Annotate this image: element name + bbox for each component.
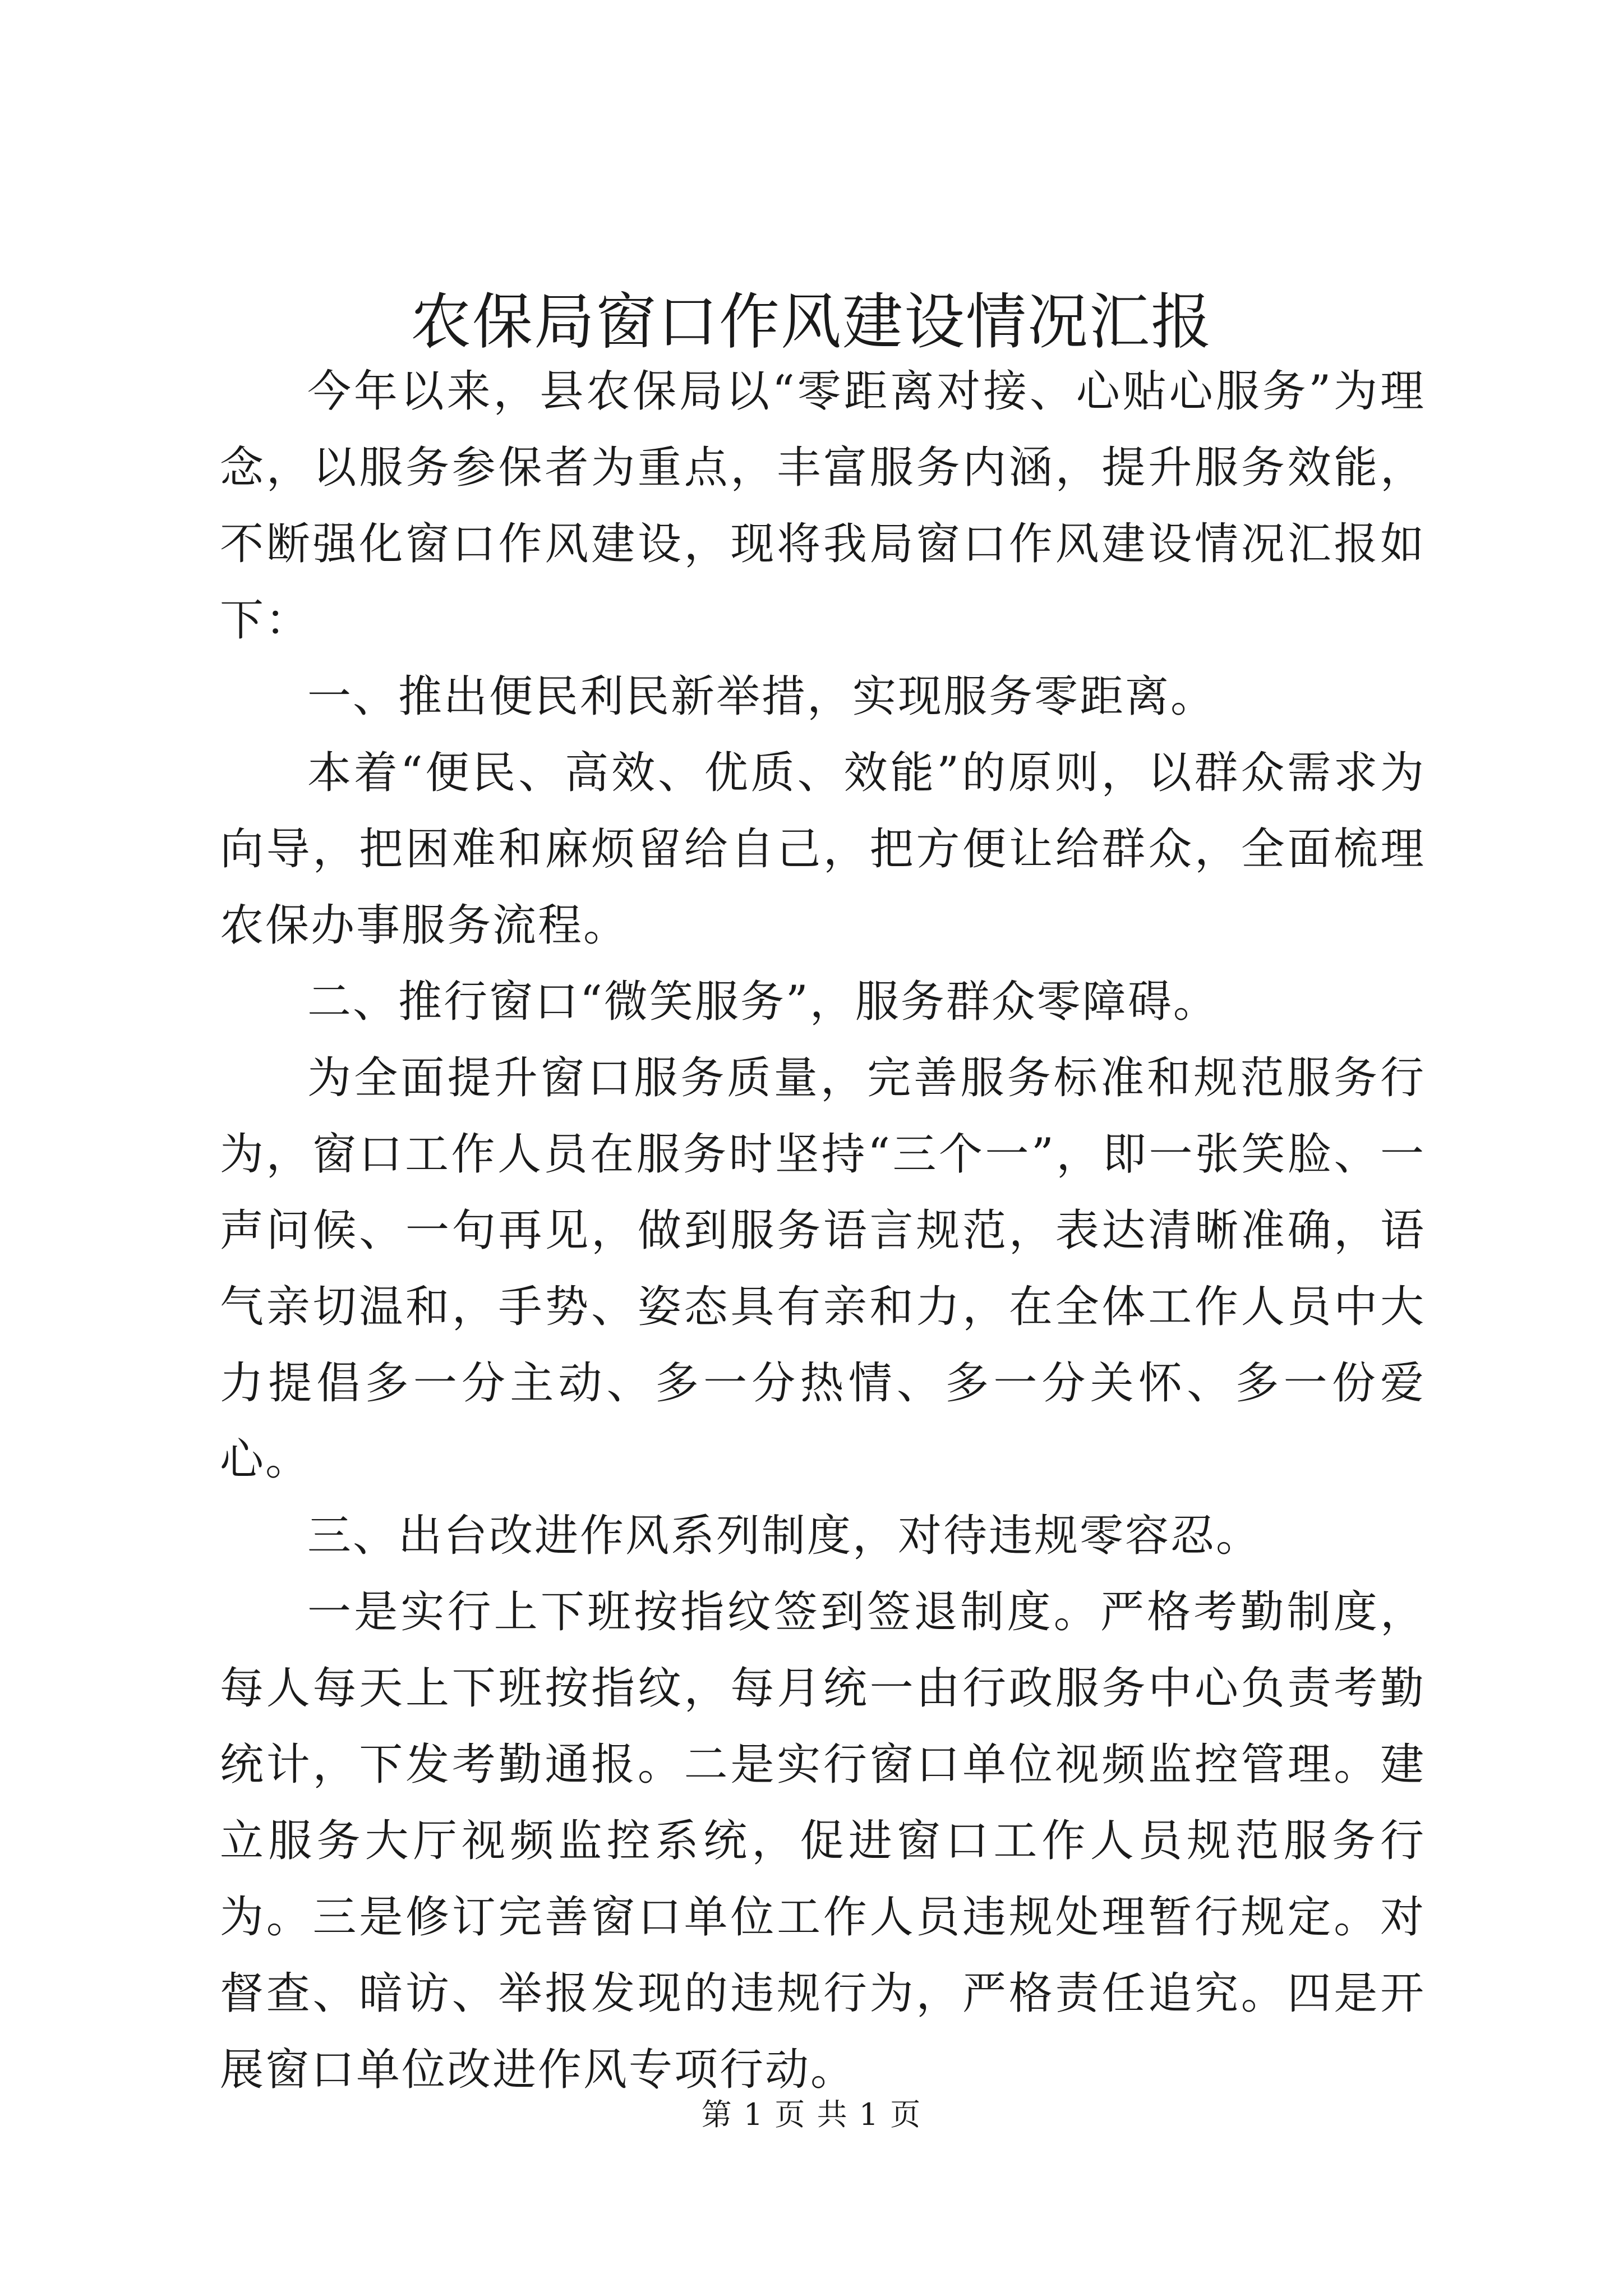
intro-paragraph: 今年以来，县农保局以“零距离对接、心贴心服务”为理念，以服务参保者为重点，丰富服务内涵，提升服务效能，不断强化窗口作风建设，现将我局窗口作风建设情况汇报如下： — [220, 366, 1426, 646]
section-1-paragraph: 本着“便民、高效、优质、效能”的原则，以群众需求为向导，把困难和麻烦留给自己，把方便让给群众，全面梳理农保办事服务流程。 — [220, 748, 1426, 951]
page-footer: 第 1 页 共 1 页 — [701, 2097, 922, 2132]
section-2-paragraph: 为全面提升窗口服务质量，完善服务标准和规范服务行为，窗口工作人员在服务时坚持“三个一”，即一张笑脸、一声问候、一句再见，做到服务语言规范，表达清晰准确，语气亲切温和，手势、姿态具有亲和力，在全体工作人员中大力提倡多一分主动、多一分热情、多一分关怀、多一份爱心。 — [220, 1053, 1426, 1485]
section-heading-3: 三、出台改进作风系列制度，对待违规零容忍。 — [307, 1511, 1262, 1561]
section-heading-2: 二、推行窗口“微笑服务”，服务群众零障碍。 — [307, 977, 1219, 1027]
document-body — [220, 353, 1426, 2108]
document-title: 农保局窗口作风建设情况汇报 — [410, 287, 1212, 357]
section-3-paragraph: 一是实行上下班按指纹签到签退制度。严格考勤制度，每人每天上下班按指纹，每月统一由行政服务中心负责考勤统计，下发考勤通报。二是实行窗口单位视频监控管理。建立服务大厅视频监控系统，促进窗口工作人员规范服务行为。三是修订完善窗口单位工作人员违规处理暂行规定。对督查、暗访、举报发现的违规行为，严格责任追究。四是开展窗口单位改进作风专项行动。 — [220, 1587, 1426, 2095]
section-heading-1: 一、推出便民利民新举措，实现服务零距离。 — [307, 671, 1216, 722]
